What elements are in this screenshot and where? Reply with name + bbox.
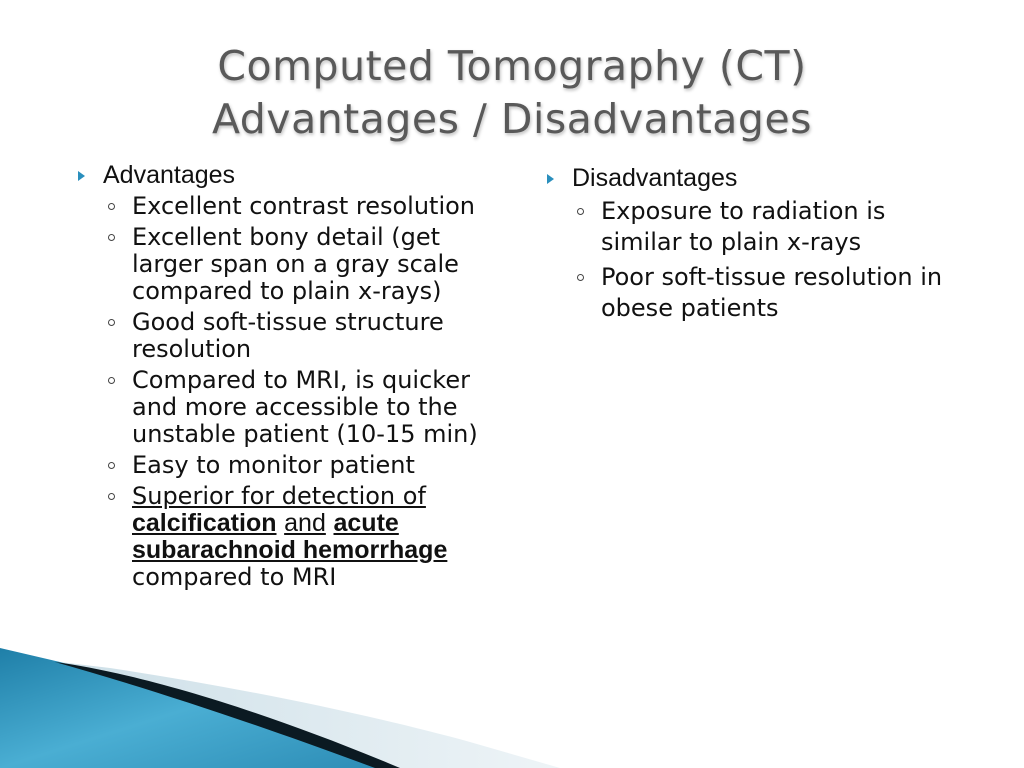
list-item-text: Easy to monitor patient [132, 451, 415, 479]
list-item-text: Excellent bony detail (get larger span on a gray scale compared to plain x-rays) [132, 223, 459, 305]
title-line-2: Advantages / Disadvantages [211, 95, 813, 143]
ring-bullet-icon [108, 203, 115, 210]
list-item-superior [74, 483, 514, 591]
ring-bullet-icon [108, 234, 115, 241]
calcification-text: calcification [132, 509, 277, 537]
list-item [543, 196, 963, 258]
disadvantages-list [543, 196, 963, 324]
list-item [74, 224, 514, 305]
list-item [74, 309, 514, 363]
acute-text: acute [333, 509, 399, 537]
list-item-text: Good soft-tissue structure resolution [132, 308, 444, 363]
list-item-text: Compared to MRI, is quicker and more accessible to the unstable patient (10-15 min) [132, 366, 478, 448]
slide-title [150, 40, 874, 146]
list-item-text: Excellent contrast resolution [132, 192, 476, 220]
advantages-heading [74, 160, 514, 191]
ring-bullet-icon [108, 493, 115, 500]
list-item-text: Exposure to radiation is similar to plain x-rays [601, 197, 886, 256]
list-item [74, 193, 514, 220]
ring-bullet-icon [108, 377, 115, 384]
and-text: and [284, 509, 326, 537]
list-item-text: Poor soft-tissue resolution in obese patients [601, 263, 943, 322]
list-item [74, 367, 514, 448]
superior-text: Superior for detection of [132, 482, 426, 510]
disadvantages-column [543, 163, 963, 328]
list-item [74, 452, 514, 479]
ring-bullet-icon [577, 274, 584, 281]
disadvantages-heading-text: Disadvantages [572, 164, 738, 192]
ring-bullet-icon [577, 208, 584, 215]
advantages-column [74, 160, 514, 595]
ring-bullet-icon [108, 319, 115, 326]
advantages-list [74, 193, 514, 591]
list-item [543, 262, 963, 324]
title-line-1: Computed Tomography (CT) [217, 42, 807, 90]
triangle-right-icon [547, 174, 554, 184]
disadvantages-heading [543, 163, 963, 194]
triangle-right-icon [78, 171, 85, 181]
ring-bullet-icon [108, 462, 115, 469]
compared-text: compared to MRI [132, 563, 337, 591]
hemorrhage-text: subarachnoid hemorrhage [132, 536, 448, 564]
advantages-heading-text: Advantages [103, 161, 236, 189]
